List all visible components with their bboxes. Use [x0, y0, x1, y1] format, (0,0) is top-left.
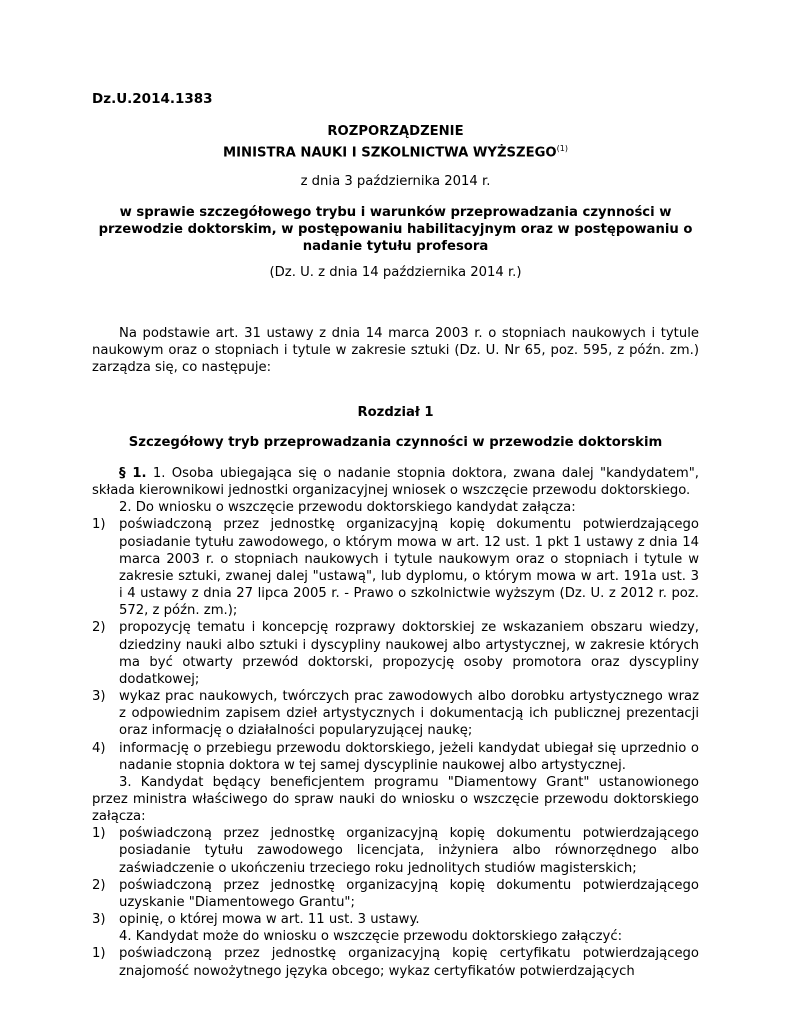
paragraph-4-list [92, 945, 699, 979]
regulation-subject: w sprawie szczegółowego trybu i warunków przeprowadzania czynności w przewodzie doktorskim, w postępowaniu habilitacyjnym oraz w postępowaniu o nadanie tytułu profesora [98, 205, 693, 254]
chapter-title: Szczegółowy tryb przeprowadzania czynności w przewodzie doktorskim [128, 435, 663, 450]
section-1-paragraph-4: 4. Kandydat może do wniosku o wszczęcie przewodu doktorskiego załączyć: [119, 929, 623, 945]
publication-reference: (Dz. U. z dnia 14 października 2014 r.) [269, 265, 522, 280]
title-line-2 [92, 140, 699, 161]
list-item [92, 740, 699, 774]
section-1-paragraph-1 [92, 465, 699, 499]
list-item-text: poświadczoną przez jednostkę organizacyjną kopię dokumentu potwierdzającego uzyskanie "Diamentowego Grantu"; [119, 877, 699, 910]
legal-basis-paragraph: Na podstawie art. 31 ustawy z dnia 14 marca 2003 r. o stopniach naukowych i tytule naukowym oraz o stopniach i tytule w zakresie sztuki (Dz. U. Nr 65, poz. 595, z późn. zm.) zarządza się, co następuje: [92, 326, 699, 376]
list-item [92, 945, 699, 979]
list-item-text: poświadczoną przez jednostkę organizacyjną kopię dokumentu potwierdzającego posiadanie tytułu zawodowego, o którym mowa w art. 12 ust. 1 pkt 1 ustawy z dnia 14 marca 2003 r. o stopniach naukowych i tytule naukowym oraz o stopniach i tytule w zakresie sztuki, zwanej dalej "ustawą", lub dyplomu, o którym mowa w art. 191a ust. 3 i 4 ustawy z dnia 27 lipca 2005 r. - Prawo o szkolnictwie wyższym (Dz. U. z 2012 r. poz. 572, z późn. zm.); [119, 517, 699, 619]
paragraph-2-list [92, 516, 699, 773]
list-item [92, 619, 699, 688]
list-item-number: 1) [92, 517, 106, 533]
list-item-text: poświadczoną przez jednostkę organizacyjną kopię dokumentu potwierdzającego posiadanie tytułu zawodowego licencjata, inżyniera albo równorzędnego albo zaświadczenie o ukończeniu trzeciego roku jednolitych studiów magisterskich; [119, 826, 699, 876]
title-line-1: ROZPORZĄDZENIE [327, 124, 464, 139]
list-item-text: propozycję tematu i koncepcję rozprawy doktorskiej ze wskazaniem obszaru wiedzy, dziedziny nauki albo sztuki i dyscypliny naukowej albo artystycznej, w zakresie których ma być otwarty przewód doktorski, propozycję osoby promotora oraz dyscypliny dodatkowej; [119, 620, 699, 687]
list-item-text: poświadczoną przez jednostkę organizacyjną kopię certyfikatu potwierdzającego znajomość nowożytnego języka obcego; wykaz certyfikatów potwierdzających [119, 946, 699, 979]
list-item-number: 4) [92, 740, 106, 756]
list-item [92, 825, 699, 876]
list-item-number: 3) [92, 689, 106, 705]
list-item-text: opinię, o której mowa w art. 11 ust. 3 ustawy. [119, 912, 420, 928]
list-item [92, 688, 699, 739]
regulation-title [92, 123, 699, 161]
list-item-number: 1) [92, 826, 106, 842]
paragraph-3-list [92, 825, 699, 928]
list-item-number: 2) [92, 877, 106, 893]
list-item-number: 3) [92, 912, 106, 928]
section-mark: § 1. [119, 466, 147, 481]
journal-code: Dz.U.2014.1383 [92, 91, 213, 107]
footnote-reference[interactable]: (1) [556, 144, 568, 153]
section-1-paragraph-2: 2. Do wniosku o wszczęcie przewodu doktorskiego kandydat załącza: [119, 500, 576, 516]
list-item [92, 877, 699, 911]
regulation-date: z dnia 3 października 2014 r. [300, 174, 491, 189]
list-item [92, 516, 699, 619]
list-item-number: 2) [92, 620, 106, 636]
list-item-number: 1) [92, 946, 106, 962]
chapter-label: Rozdział 1 [357, 405, 434, 420]
title-line-2-text: MINISTRA NAUKI I SZKOLNICTWA WYŻSZEGO [223, 145, 557, 161]
list-item-text: wykaz prac naukowych, twórczych prac zawodowych albo dorobku artystycznego wraz z odpowiednim zapisem dzieł artystycznych i dokumentacją ich publicznej prezentacji oraz informację o działalności popularyzującej naukę; [119, 689, 699, 739]
section-body [92, 465, 699, 980]
paragraph-text: 1. Osoba ubiegająca się o nadanie stopnia doktora, zwana dalej "kandydatem", składa kierownikowi jednostki organizacyjnej wniosek o wszczęcie przewodu doktorskiego. [92, 466, 699, 499]
list-item [92, 911, 699, 928]
list-item-text: informację o przebiegu przewodu doktorskiego, jeżeli kandydat ubiegał się uprzednio o nadanie stopnia doktora w tej samej dyscyplinie naukowej albo artystycznej. [119, 740, 699, 773]
section-1-paragraph-3: 3. Kandydat będący beneficjentem programu "Diamentowy Grant" ustanowionego przez ministra właściwego do spraw nauki do wniosku o wszczęcie przewodu doktorskiego załącza: [92, 774, 699, 825]
